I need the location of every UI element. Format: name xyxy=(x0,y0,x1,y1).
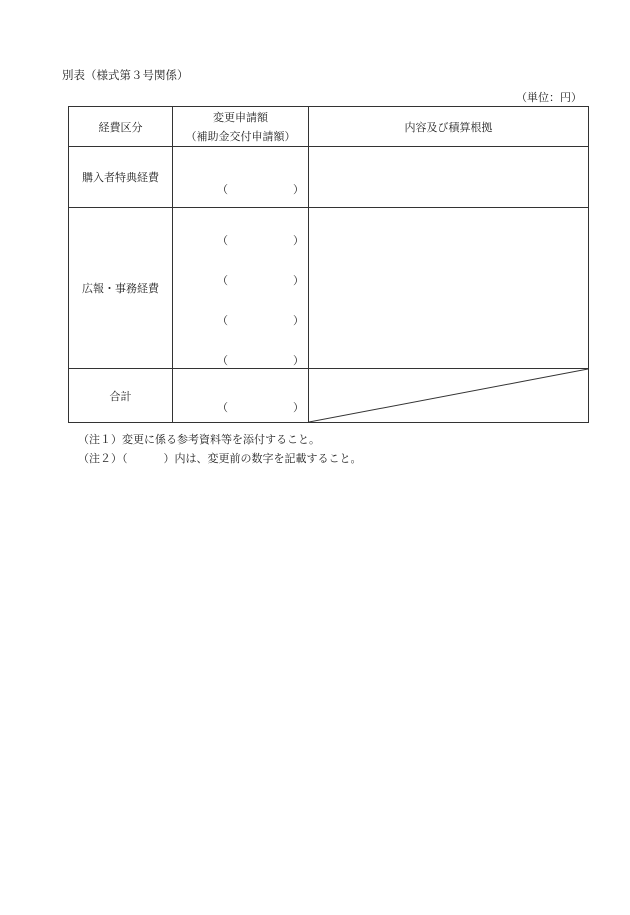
paren-close: ） xyxy=(293,234,304,247)
table-row-purchaser xyxy=(69,147,589,208)
paren-close: ） xyxy=(293,274,304,287)
previous-amount-parens xyxy=(173,272,308,286)
note-2-suffix: ）内は、変更前の数字を記載すること。 xyxy=(163,452,362,465)
previous-amount-parens xyxy=(173,352,308,366)
amount-cell-total[interactable] xyxy=(173,369,309,423)
paren-open: （ xyxy=(217,314,228,327)
details-cell-pr[interactable] xyxy=(309,208,589,369)
previous-amount-parens xyxy=(173,399,308,413)
header-row xyxy=(69,107,589,147)
table-row-pr xyxy=(69,208,589,369)
diagonal-strike-line xyxy=(309,369,588,422)
paren-close: ） xyxy=(293,314,304,327)
header-details: 内容及び積算根拠 xyxy=(309,107,589,147)
row-label-pr: 広報・事務経費 xyxy=(69,208,173,369)
previous-amount-parens xyxy=(173,232,308,246)
paren-open: （ xyxy=(217,354,228,367)
note-2 xyxy=(78,449,362,468)
paren-close: ） xyxy=(293,183,304,196)
unit-label: （単位：円） xyxy=(516,91,582,104)
table-row-total xyxy=(69,369,589,423)
note-1: （注１）変更に係る参考資料等を添付すること。 xyxy=(78,433,320,446)
header-amount-line1: 変更申請額 xyxy=(213,110,268,124)
paren-close: ） xyxy=(293,401,304,414)
previous-amount-parens xyxy=(173,312,308,326)
notes xyxy=(78,430,362,468)
paren-open: （ xyxy=(217,274,228,287)
paren-open: （ xyxy=(217,234,228,247)
header-amount-line2: （補助金交付申請額） xyxy=(185,129,296,143)
paren-open: （ xyxy=(217,401,228,414)
expense-table xyxy=(68,106,589,423)
paren-close: ） xyxy=(293,354,304,367)
document-title: 別表（様式第３号関係） xyxy=(62,68,189,82)
row-label-total: 合計 xyxy=(69,369,173,423)
header-category: 経費区分 xyxy=(69,107,173,147)
details-cell-purchaser[interactable] xyxy=(309,147,589,208)
header-amount xyxy=(173,107,309,147)
amount-cell-pr[interactable] xyxy=(173,208,309,369)
note-2-prefix: （注２）（ xyxy=(78,452,128,465)
details-cell-total-struck xyxy=(309,369,589,423)
previous-amount-parens xyxy=(173,181,308,195)
row-label-purchaser: 購入者特典経費 xyxy=(69,147,173,208)
amount-cell-purchaser[interactable] xyxy=(173,147,309,208)
paren-open: （ xyxy=(217,183,228,196)
